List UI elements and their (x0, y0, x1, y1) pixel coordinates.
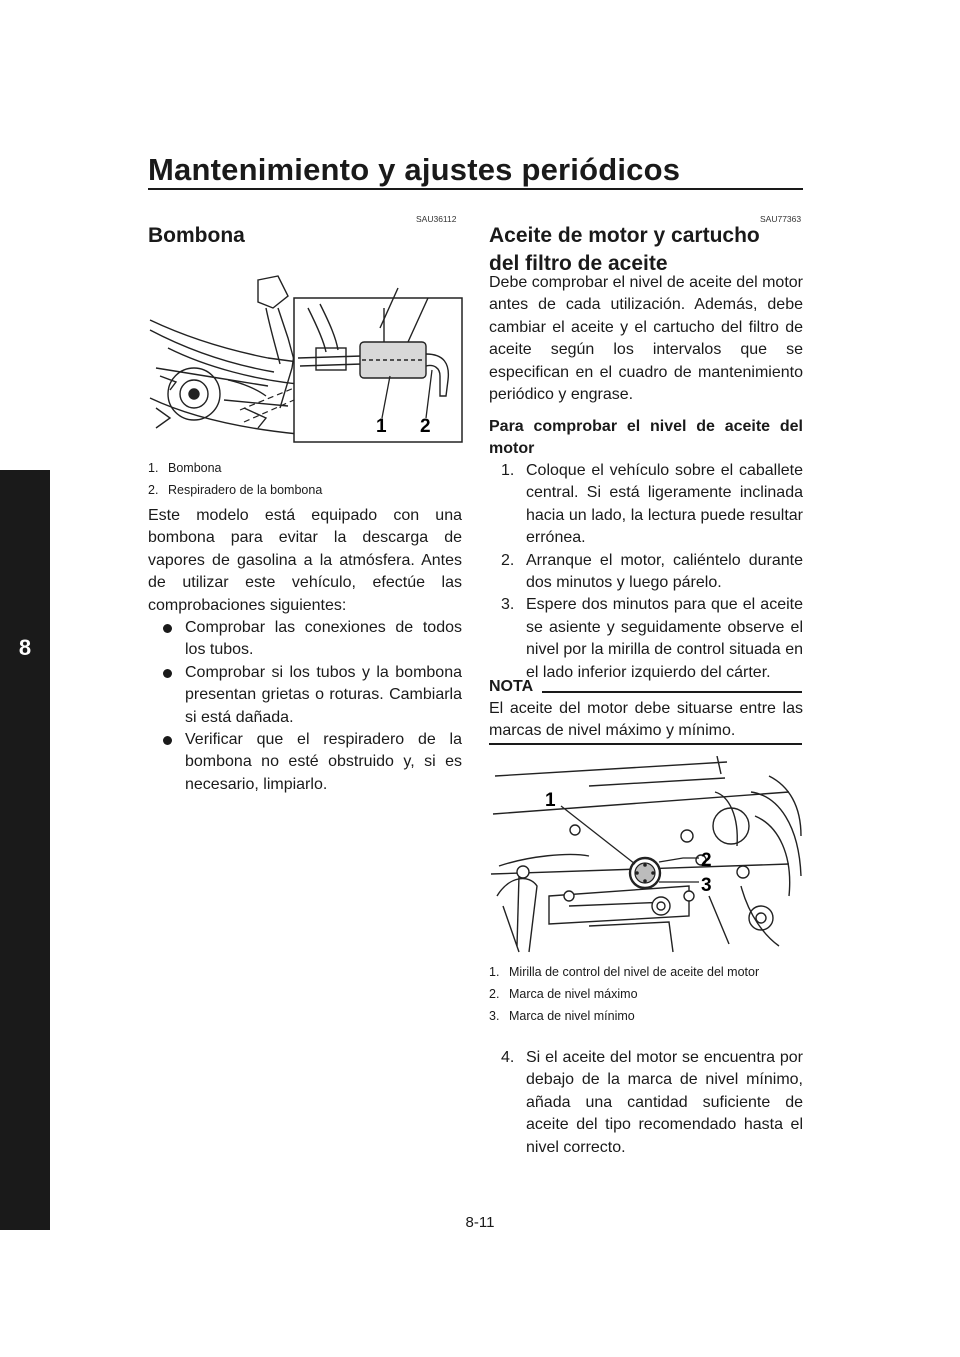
section-code-aceite: SAU77363 (760, 214, 802, 224)
list-item: 1. Coloque el vehículo sobre el caballete central. Si está ligeramente inclinada hacia un lado, la lectura puede resultar errónea. (501, 462, 803, 547)
section-heading-bombona: Bombona (148, 224, 245, 247)
oil-figure-label-1: 1 (545, 790, 556, 811)
aceite-step-4 (489, 1047, 803, 1159)
caption-item: 2. Respiradero de la bombona (148, 483, 323, 497)
list-item: 2. Arranque el motor, caliéntelo durante dos minutos y luego párelo. (501, 551, 803, 592)
oil-level-figure (489, 756, 803, 956)
list-item: 3. Espere dos minutos para que el aceite se asiente y seguidamente observe el nivel por la mirilla de control situada en el lado inferior izquierdo del cárter. (501, 596, 803, 681)
list-item: Comprobar si los tubos y la bombona presentan grietas o roturas. Cambiarla si está dañada. (148, 662, 462, 729)
list-item: Verificar que el respiradero de la bombona no esté obstruido y, si es necesario, limpiarlo. (148, 729, 462, 796)
caption-item: 2. Marca de nivel máximo (489, 987, 638, 1001)
list-item: 4. Si el aceite del motor se encuentra por debajo de la marca de nivel mínimo, añada una cantidad suficiente de aceite del tipo recomendado hasta el nivel correcto. (501, 1049, 803, 1156)
bombona-figure (148, 268, 463, 444)
bombona-figure-label-2: 2 (420, 416, 431, 437)
bombona-figure-captions (148, 459, 468, 499)
title-rule (148, 188, 803, 190)
nota-label: NOTA (489, 678, 534, 695)
section-code-bombona: SAU36112 (416, 214, 457, 224)
nota-top-rule (542, 691, 802, 693)
section-heading-aceite: Aceite de motor y cartucho del filtro de aceite (489, 224, 760, 275)
caption-item: 3. Marca de nivel mínimo (489, 1009, 635, 1023)
page-title: Mantenimiento y ajustes periódicos (148, 152, 681, 187)
nota-text: El aceite del motor debe situarse entre las marcas de nivel máximo y mínimo. (489, 700, 803, 740)
aceite-intro-paragraph: Debe comprobar el nivel de aceite del motor antes de cada utilización. Además, debe cambiar el aceite y el cartucho del filtro de aceite según los intervalos que se especifican en el cuadro de mantenimiento periódico y engrase. (489, 274, 803, 404)
page-number: 8-11 (465, 1214, 495, 1231)
nota-bottom-rule (489, 743, 802, 745)
chapter-number: 8 (18, 635, 32, 660)
bombona-figure-label-1: 1 (376, 416, 387, 437)
list-item: Comprobar las conexiones de todos los tubos. (148, 617, 462, 662)
chapter-tab (0, 470, 50, 1230)
aceite-steps (489, 460, 803, 684)
caption-item: 1. Bombona (148, 461, 222, 475)
oil-figure-captions (489, 963, 789, 1025)
oil-figure-label-3: 3 (701, 875, 712, 896)
bombona-checklist (148, 617, 462, 796)
bombona-paragraph: Este modelo está equipado con una bombona para evitar la descarga de vapores de gasolina a la atmósfera. Antes de utilizar este vehículo, efectúe las comprobaciones siguientes: (148, 507, 462, 614)
aceite-subheading: Para comprobar el nivel de aceite del motor (489, 418, 803, 457)
caption-item: 1. Mirilla de control del nivel de aceite del motor (489, 965, 760, 979)
oil-figure-label-2: 2 (701, 850, 712, 871)
